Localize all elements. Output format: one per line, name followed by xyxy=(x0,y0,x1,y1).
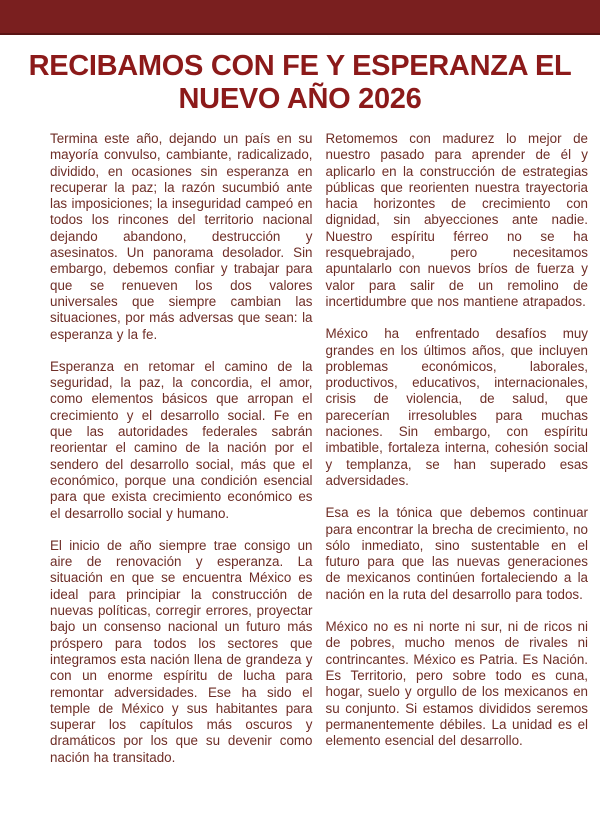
paragraph-left-3: El inicio de año siempre trae consigo un aire de renovación y esperanza. La situación en que se encuentra México es ideal para principiar la construcción de nuevas políticas, corregir errores, proyectar bajo un consenso nacional un futuro más próspero para todos los sectores que integramos esta nación llena de grandeza y con un enorme espíritu de lucha para remontar adversidades. Ese ha sido el temple de México y sus habitantes para superar los capítulos más oscuros y dramáticos por los que su devenir como nación ha transitado. xyxy=(50,537,313,765)
left-column xyxy=(50,131,313,782)
right-column xyxy=(326,131,589,782)
paragraph-right-1: Retomemos con madurez lo mejor de nuestro pasado para aprender de él y aplicarlo en la construcción de estrategias públicas que reorienten nuestra trayectoria hacia horizontes de crecimiento con dignidad, sin abyecciones ante nadie. Nuestro espíritu férreo no se ha resquebrajado, pero necesitamos apuntalarlo con nuevos bríos de fuerza y valor para salir de un remolino de incertidumbre que nos mantiene atrapados. xyxy=(325,131,588,309)
page-title-line-1: RECIBAMOS CON FE Y ESPERANZA EL xyxy=(28,50,572,82)
paragraph-right-2: México ha enfrentado desafíos muy grandes en los últimos años, que incluyen problemas económicos, laborales, productivos, educativos, internacionales, crisis de violencia, de salud, que parecerían irresolubles para muchas naciones. Sin embargo, con espíritu imbatible, fortaleza interna, cohesión social y templanza, se han superado esas adversidades. xyxy=(325,326,588,488)
paragraph-right-4: México no es ni norte ni sur, ni de ricos ni de pobres, mucho menos de rivales ni contrincantes. México es Patria. Es Nación. Es Territorio, pero sobre todo es cuna, hogar, suelo y orgullo de los mexicanos en su conjunto. Si estamos divididos seremos permanentemente débiles. La unidad es el elemento esencial del desarrollo. xyxy=(325,619,588,749)
article-body xyxy=(0,116,600,782)
paragraph-left-2: Esperanza en retomar el camino de la seguridad, la paz, la concordia, el amor, como elementos básicos que arropan el crecimiento y el desarrollo social. Fe en que las autoridades federales sabrán reorientar el camino de la nación por el sendero del desarrollo social, más que el económico, porque una condición esencial para que exista crecimiento económico es el desarrollo social y humano. xyxy=(50,358,313,521)
header-accent-bar xyxy=(0,0,600,35)
page-title-line-2: NUEVO AÑO 2026 xyxy=(178,83,422,115)
paragraph-left-1: Termina este año, dejando un país en su mayoría convulso, cambiante, radicalizado, dividido, en ocasiones sin esperanza en recuperar la paz; la razón sucumbió ante las imposiciones; la inseguridad campeó en todos los rincones del territorio nacional dejando abandono, destrucción y asesinatos. Un panorama desolador. Sin embargo, debemos confiar y trabajar para que se renueven los dos valores universales que siempre cambian las situaciones, por más adversas que sean: la esperanza y la fe. xyxy=(50,131,313,342)
page-title xyxy=(18,50,582,116)
paragraph-right-3: Esa es la tónica que debemos continuar para encontrar la brecha de crecimiento, no sólo inmediato, sino sustentable en el futuro para que las nuevas generaciones de mexicanos continúen fortaleciendo a la nación en la ruta del desarrollo para todos. xyxy=(325,505,588,602)
